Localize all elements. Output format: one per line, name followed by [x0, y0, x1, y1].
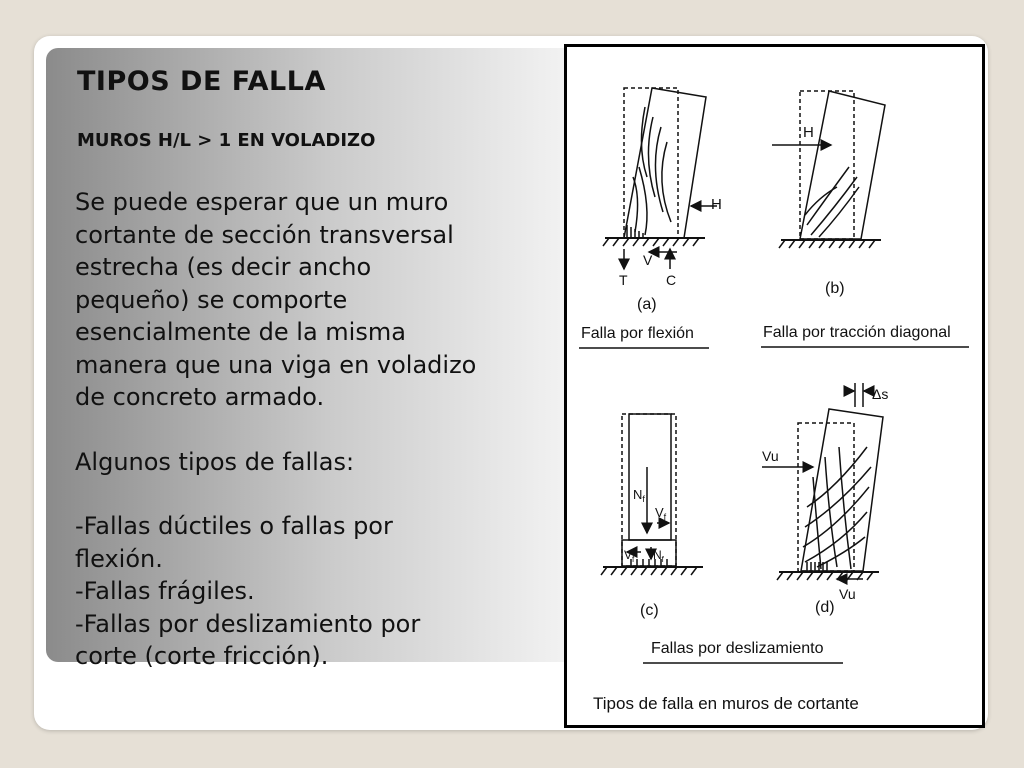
failure-diagram — [567, 47, 988, 731]
paragraph-line: estrecha (es decir ancho — [75, 253, 372, 281]
figure-main-caption: Tipos de falla en muros de cortante — [593, 694, 859, 713]
list-line: corte (corte fricción). — [75, 642, 329, 670]
label-c-nf-lower: $N_f$ — [653, 548, 664, 564]
label-a-c: C — [666, 272, 677, 288]
paragraph-line: Se puede esperar que un muro — [75, 188, 449, 216]
paragraph-line: de concreto armado. — [75, 383, 325, 411]
panel-b-label: (b) — [825, 280, 845, 297]
panel-b-caption: Falla por tracción diagonal — [763, 324, 951, 341]
list-line: -Fallas frágiles. — [75, 577, 255, 605]
label-c-vf-lower: $V_f$ — [624, 548, 635, 564]
paragraph-line: cortante de sección transversal — [75, 220, 454, 249]
paragraph-line: Algunos tipos de fallas: — [75, 447, 355, 476]
list-line: -Fallas dúctiles o fallas por — [75, 512, 393, 540]
paragraph-line: manera que una viga en voladizo — [75, 350, 477, 379]
paragraph-line: pequeño) se comporte — [75, 285, 348, 314]
label-d-delta-s: Δs — [872, 386, 889, 402]
body-text — [75, 186, 545, 673]
label-c-nf-upper: $N_f$ — [633, 487, 645, 504]
label-d-vu-top: Vu — [762, 448, 779, 464]
paragraph-line: esencialmente de la misma — [75, 318, 406, 346]
list-line: flexión. — [75, 544, 163, 573]
label-d-vu-bottom: Vu — [839, 586, 856, 602]
list-line: -Fallas por deslizamiento por — [75, 609, 421, 638]
slide-title: TIPOS DE FALLA — [77, 66, 326, 97]
panel-d-sliding-diagonal — [762, 383, 883, 580]
label-a-v: V — [643, 252, 653, 268]
panel-a-label: (a) — [637, 296, 657, 313]
panel-b-diagonal-tension-failure — [772, 91, 885, 248]
slide-subtitle: MUROS H/L > 1 EN VOLADIZO — [77, 130, 376, 151]
panel-d-label: (d) — [815, 599, 835, 616]
panel-a-flexure-failure — [603, 88, 717, 269]
failure-types-figure — [564, 44, 985, 728]
sliding-group-caption: Fallas por deslizamiento — [651, 640, 824, 657]
panel-c-sliding-shear — [601, 414, 703, 575]
label-c-vf-upper: $V_f$ — [655, 505, 667, 522]
label-b-force-h: H — [803, 124, 814, 141]
label-a-force-h: H — [711, 196, 722, 213]
panel-a-caption: Falla por flexión — [581, 325, 694, 342]
label-a-t: T — [619, 272, 628, 288]
panel-c-label: (c) — [640, 602, 659, 619]
